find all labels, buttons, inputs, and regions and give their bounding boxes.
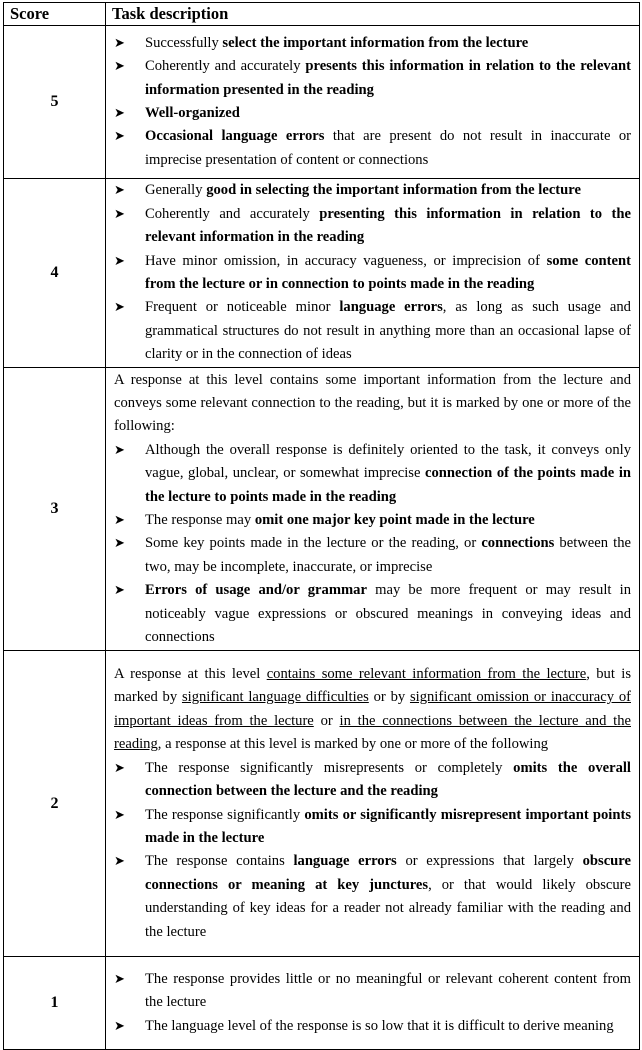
arrowhead-bullet-icon: ➤ (114, 206, 125, 222)
text-segment: , but is marked by (114, 666, 631, 706)
criteria-list (114, 179, 631, 366)
underlined-text: in the connections between the lecture and the reading (114, 712, 631, 753)
arrowhead-bullet-icon: ➤ (114, 442, 125, 458)
criteria-item (114, 296, 631, 366)
score-value: 1 (4, 957, 106, 1050)
text-segment: or by (368, 689, 410, 706)
bold-text: select the important information from the lecture (222, 34, 529, 51)
arrowhead-bullet-icon: ➤ (114, 183, 125, 199)
criteria-item (114, 102, 631, 125)
bold-text: omits or significantly misrepresent important points made in the lecture (145, 806, 631, 846)
text-segment: or (313, 712, 340, 729)
score-value: 4 (4, 179, 106, 368)
criteria-item (114, 509, 631, 532)
criteria-item (114, 250, 631, 297)
text-segment: , or that would likely obscure understanding of key ideas for a reader not already familiar with the reading and the lecture (145, 876, 631, 940)
task-description (106, 368, 640, 651)
criteria-item (114, 532, 631, 579)
arrowhead-bullet-icon: ➤ (114, 106, 125, 121)
underlined-text: significant omission or inaccuracy of important ideas from the lecture (114, 689, 631, 729)
criteria-item (114, 55, 631, 102)
bold-text: language errors (293, 853, 397, 870)
score-value: 5 (4, 26, 106, 179)
bold-text: some content from the lecture or in connection to points made in the reading (145, 252, 631, 292)
arrowhead-bullet-icon: ➤ (114, 253, 125, 269)
criteria-item (114, 439, 631, 509)
intro-paragraph (114, 663, 631, 757)
arrowhead-bullet-icon: ➤ (114, 129, 125, 145)
text-segment: A response at this level contains some important information from the lecture and conveys some relevant connection to the reading, but it is marked by one or more of the following: (114, 371, 631, 435)
criteria-item (114, 968, 631, 1015)
text-segment: Although the overall response is definitely oriented to the task, it conveys only vague, global, unclear, or somewhat imprecise (145, 441, 631, 482)
text-segment: or expressions that largely (396, 853, 583, 870)
text-segment: Generally (145, 182, 207, 199)
score-header: Score (4, 3, 106, 26)
text-segment: Frequent or noticeable minor (145, 299, 340, 316)
score-value: 2 (4, 651, 106, 957)
rubric-table (3, 2, 640, 1050)
criteria-list (114, 968, 631, 1038)
task-description (106, 179, 640, 368)
arrowhead-bullet-icon: ➤ (114, 854, 125, 870)
text-segment: Some key points made in the lecture or the reading, or (145, 535, 482, 552)
score-row-3 (4, 368, 640, 651)
text-segment: may be more frequent or may result in noticeably vague expressions or obscured meanings in conveying ideas and connections (145, 582, 632, 646)
header-row (4, 3, 640, 26)
criteria-item (114, 1015, 631, 1038)
bold-text: omits the overall connection between the lecture and the reading (145, 759, 631, 800)
task-description (106, 26, 640, 179)
underlined-text: contains some relevant information from the lecture (266, 666, 587, 683)
text-segment: Have minor omission, in accuracy vagueness, or imprecision of (145, 252, 547, 269)
arrowhead-bullet-icon: ➤ (114, 971, 125, 987)
criteria-list (114, 32, 631, 172)
criteria-item (114, 579, 631, 649)
criteria-item (114, 850, 631, 944)
text-segment: The response significantly misrepresents or completely (145, 759, 514, 776)
text-segment: between the two, may be incomplete, inaccurate, or imprecise (145, 535, 631, 575)
bold-text: Errors of usage and/or grammar (145, 582, 367, 599)
text-segment: The response provides little or no meaningful or relevant coherent content from the lecture (145, 970, 631, 1011)
arrowhead-bullet-icon: ➤ (114, 513, 125, 528)
score-row-4 (4, 179, 640, 368)
bold-text: language errors (339, 299, 443, 316)
criteria-item (114, 32, 631, 55)
bold-text: presents this information in relation to the relevant information presented in the reading (145, 58, 632, 98)
underlined-text: significant language difficulties (181, 689, 369, 706)
criteria-item (114, 125, 631, 172)
task-description (106, 957, 640, 1050)
criteria-list (114, 757, 631, 944)
text-segment: , as long as such usage and grammatical structures do not result in anything more than an occasional lapse of clarity or in the connection of ideas (145, 299, 631, 363)
text-segment: , a response at this level is marked by one or more of the following (157, 736, 549, 753)
score-row-1 (4, 957, 640, 1050)
criteria-item (114, 804, 631, 851)
arrowhead-bullet-icon: ➤ (114, 536, 125, 552)
criteria-list (114, 439, 631, 650)
text-segment: The response significantly (145, 806, 305, 823)
bold-text: omit one major key point made in the lecture (254, 512, 535, 528)
arrowhead-bullet-icon: ➤ (114, 59, 125, 75)
bold-text: Well-organized (145, 105, 240, 121)
intro-paragraph (114, 369, 631, 439)
arrowhead-bullet-icon: ➤ (114, 583, 125, 599)
score-row-2 (4, 651, 640, 957)
task-description-header: Task description (106, 3, 640, 26)
bold-text: connections (481, 535, 555, 552)
text-segment: Coherently and accurately (145, 205, 320, 222)
bold-text: good in selecting the important information from the lecture (206, 182, 581, 199)
text-segment: Coherently and accurately (145, 58, 306, 75)
text-segment: that are present do not result in inaccurate or imprecise presentation of content or connections (145, 128, 631, 168)
text-segment: The response may (145, 512, 255, 528)
task-description (106, 651, 640, 957)
criteria-item (114, 203, 631, 250)
bold-text: obscure connections or meaning at key junctures (145, 853, 631, 893)
arrowhead-bullet-icon: ➤ (114, 35, 125, 51)
text-segment: A response at this level (114, 666, 267, 683)
criteria-item (114, 757, 631, 804)
rubric-body (4, 26, 640, 1050)
criteria-item (114, 179, 631, 202)
arrowhead-bullet-icon: ➤ (114, 760, 125, 776)
bold-text: presenting this information in relation to the relevant information in the reading (145, 205, 632, 246)
arrowhead-bullet-icon: ➤ (114, 1018, 125, 1034)
text-segment: Successfully (145, 34, 223, 51)
text-segment: The language level of the response is so low that it is difficult to derive meaning (145, 1017, 614, 1034)
score-value: 3 (4, 368, 106, 651)
score-row-5 (4, 26, 640, 179)
text-segment: The response contains (145, 853, 294, 870)
bold-text: connection of the points made in the lecture to points made in the reading (145, 465, 632, 505)
bold-text: Occasional language errors (145, 128, 325, 145)
arrowhead-bullet-icon: ➤ (114, 300, 125, 316)
arrowhead-bullet-icon: ➤ (114, 807, 125, 823)
